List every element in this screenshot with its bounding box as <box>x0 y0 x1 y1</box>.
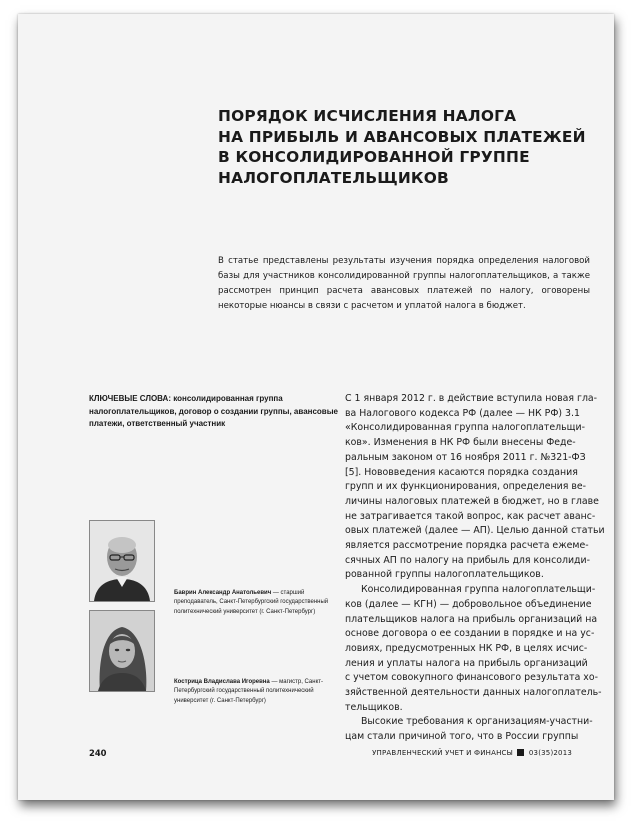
body-line: не затрагивается такой вопрос, как расчет аванс- <box>345 510 596 522</box>
body-line: плательщиков налога на прибыль организаций на <box>345 613 598 625</box>
body-line: ков». Изменения в НК РФ были внесены Феде- <box>345 437 576 449</box>
body-line: С 1 января 2012 г. в действие вступила новая гла- <box>345 393 598 404</box>
body-line: Высокие требования к организациям-участни- <box>361 716 593 728</box>
journal-issue: 03(35)2013 <box>528 749 572 757</box>
author-affiliation: — старший преподаватель, Санкт-Петербургский государственный политехнический университет (г. Санкт-Петербург) <box>174 590 329 615</box>
author-name: Баврин Александр Анатольевич <box>174 590 272 596</box>
journal-footer <box>372 749 572 757</box>
body-line: является рассмотрение порядка расчета ежеме- <box>345 540 589 552</box>
body-line: [5]. Нововведения касаются порядка создания <box>345 466 578 478</box>
title-line: НА ПРИБЫЛЬ И АВАНСОВЫХ ПЛАТЕЖЕЙ <box>218 127 586 146</box>
square-marker-icon <box>517 749 524 756</box>
body-line: рованной группы налогоплательщиков. <box>345 569 544 581</box>
author-photo-1 <box>89 520 155 602</box>
body-line: тельщиков. <box>345 701 403 713</box>
author-info-1 <box>174 589 342 617</box>
body-line: ральным законом от 16 ноября 2011 г. №321-ФЗ <box>345 451 586 463</box>
body-line: групп и их функционирования, определения ве- <box>345 481 587 493</box>
article-abstract: В статье представлены результаты изучения порядка определения налоговой базы для участников консолидированной группы налогоплательщиков, а также рассмотрен принцип расчета авансовых платежей по налогу, оговорены некоторые нюансы в связи с расчетом и уплатой налога в бюджет. <box>218 256 590 311</box>
body-line: цам стали причиной того, что в России группы <box>345 731 579 743</box>
body-line: с учетом совокупного финансового результата хо- <box>345 672 598 684</box>
body-line: зяйственной деятельности данных налогоплатель- <box>345 687 602 699</box>
title-line: ПОРЯДОК ИСЧИСЛЕНИЯ НАЛОГА <box>218 107 517 125</box>
page-number: 240 <box>89 748 107 758</box>
body-line: ва Налогового кодекса РФ (далее — НК РФ) 3.1 <box>345 407 580 419</box>
body-line: «Консолидированная группа налогоплательщи- <box>345 422 585 434</box>
body-line: ления и уплаты налога на прибыль организаций <box>345 657 588 669</box>
body-line: личины налоговых платежей в бюджет, но в главе <box>345 495 599 507</box>
keywords: КЛЮЧЕВЫЕ СЛОВА: консолидированная группа налогоплательщиков, договор о создании группы, авансовые платежи, ответственный участник <box>89 394 339 428</box>
author-name: Кострица Владислава Игоревна <box>174 679 270 685</box>
title-line: НАЛОГОПЛАТЕЛЬЩИКОВ <box>218 168 449 187</box>
body-line: основе договора о ее создании в порядке и на ус- <box>345 628 595 640</box>
journal-name: УПРАВЛЕНЧЕСКИЙ УЧЕТ И ФИНАНСЫ <box>372 749 514 757</box>
article-title <box>218 106 586 188</box>
author-affiliation: — магистр, Санкт-Петербургский государственный политехнический университет (г. Санкт-Петербург) <box>174 679 324 704</box>
author-photo-2 <box>89 610 155 692</box>
body-line: ков (далее — КГН) — добровольное объединение <box>345 598 592 610</box>
body-line: овых платежей (далее — АП). Целью данной статьи <box>345 525 605 537</box>
author-info-2 <box>174 678 342 706</box>
journal-page <box>18 14 614 800</box>
article-body <box>345 392 605 745</box>
body-line: Консолидированная группа налогоплательщи- <box>361 584 596 596</box>
body-line: ловиях, предусмотренных НК РФ, в целях исчис- <box>345 642 588 654</box>
body-line: сячных АП по налогу на прибыль для консолиди- <box>345 554 590 566</box>
title-line: В КОНСОЛИДИРОВАННОЙ ГРУППЕ <box>218 148 530 166</box>
